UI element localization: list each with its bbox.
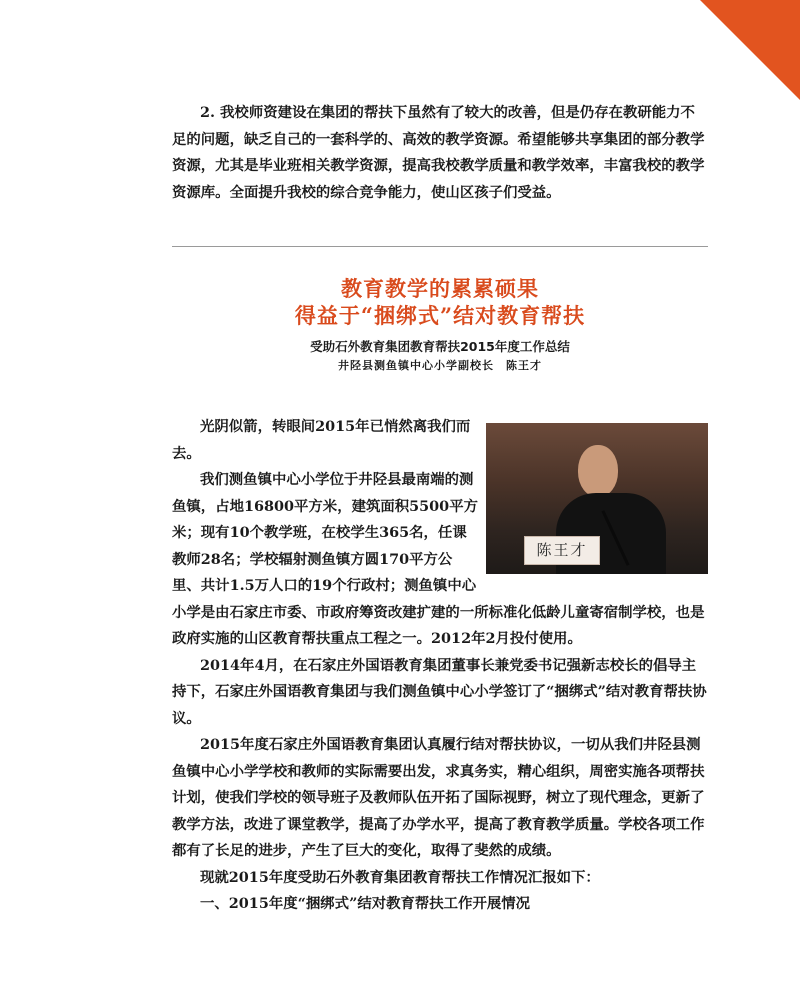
- section-heading: 一、2015年度“捆绑式”结对教育帮扶工作开展情况: [200, 895, 531, 912]
- article-paragraph: 我们测鱼镇中心小学位于井陉县最南端的测鱼镇，占地16800平方米，建筑面积5500平方米；现有10个教学班，在校学生365名，任课教师28名；学校辐射测鱼镇方圆170平方公里、共计1.5万人口的19个行政村；测鱼镇中心小学是由石家庄市委、市政府筹资改建扩建的一所标准化低龄儿童寄宿制学校，也是政府实施的山区教育帮扶重点工程之一。2012年2月投付使用。: [172, 471, 705, 647]
- article-paragraph: 现就2015年度受助石外教育集团教育帮扶工作情况汇报如下：: [200, 868, 600, 886]
- article-body: [172, 414, 708, 918]
- photo-nameplate: 陈王才: [524, 536, 600, 565]
- section-divider: [172, 246, 708, 247]
- article-header: [172, 275, 708, 375]
- article-title-line1: 教育教学的累累硕果: [341, 276, 539, 301]
- article-title-line2: 得益于“捆绑式”结对教育帮扶: [294, 303, 586, 328]
- article-paragraph: 2015年度石家庄外国语教育集团认真履行结对帮扶协议，一切从我们井陉县测鱼镇中心小学学校和教师的实际需要出发，求真务实，精心组织，周密实施各项帮扶计划，使我们学校的领导班子及教师队伍开拓了国际视野，树立了现代理念，更新了教学方法，改进了课堂教学，提高了办学水平，提高了教育教学质量。学校各项工作都有了长足的进步，产生了巨大的变化，取得了斐然的成绩。: [172, 736, 705, 859]
- previous-paragraph: 2. 我校师资建设在集团的帮扶下虽然有了较大的改善，但是仍存在教研能力不足的问题，缺乏自己的一套科学的、高效的教学资源。希望能够共享集团的部分教学资源，尤其是毕业班相关教学资源，提高我校教学质量和教学效率，丰富我校的教学资源库。全面提升我校的综合竞争能力，使山区孩子们受益。: [172, 104, 705, 201]
- article-byline: 井陉县测鱼镇中心小学副校长 陈王才: [338, 359, 542, 372]
- article-subtitle: 受助石外教育集团教育帮扶2015年度工作总结: [310, 339, 570, 354]
- corner-decoration: [700, 0, 800, 100]
- photo-wrap-space: [478, 414, 708, 579]
- article-paragraph: 光阴似箭，转眼间2015年已悄然离我们而去。: [172, 418, 471, 462]
- previous-section: [172, 100, 708, 206]
- article-paragraph: 2014年4月，在石家庄外国语教育集团董事长兼党委书记强新志校长的倡导主持下，石家庄外国语教育集团与我们测鱼镇中心小学签订了“捆绑式”结对教育帮扶协议。: [172, 656, 707, 727]
